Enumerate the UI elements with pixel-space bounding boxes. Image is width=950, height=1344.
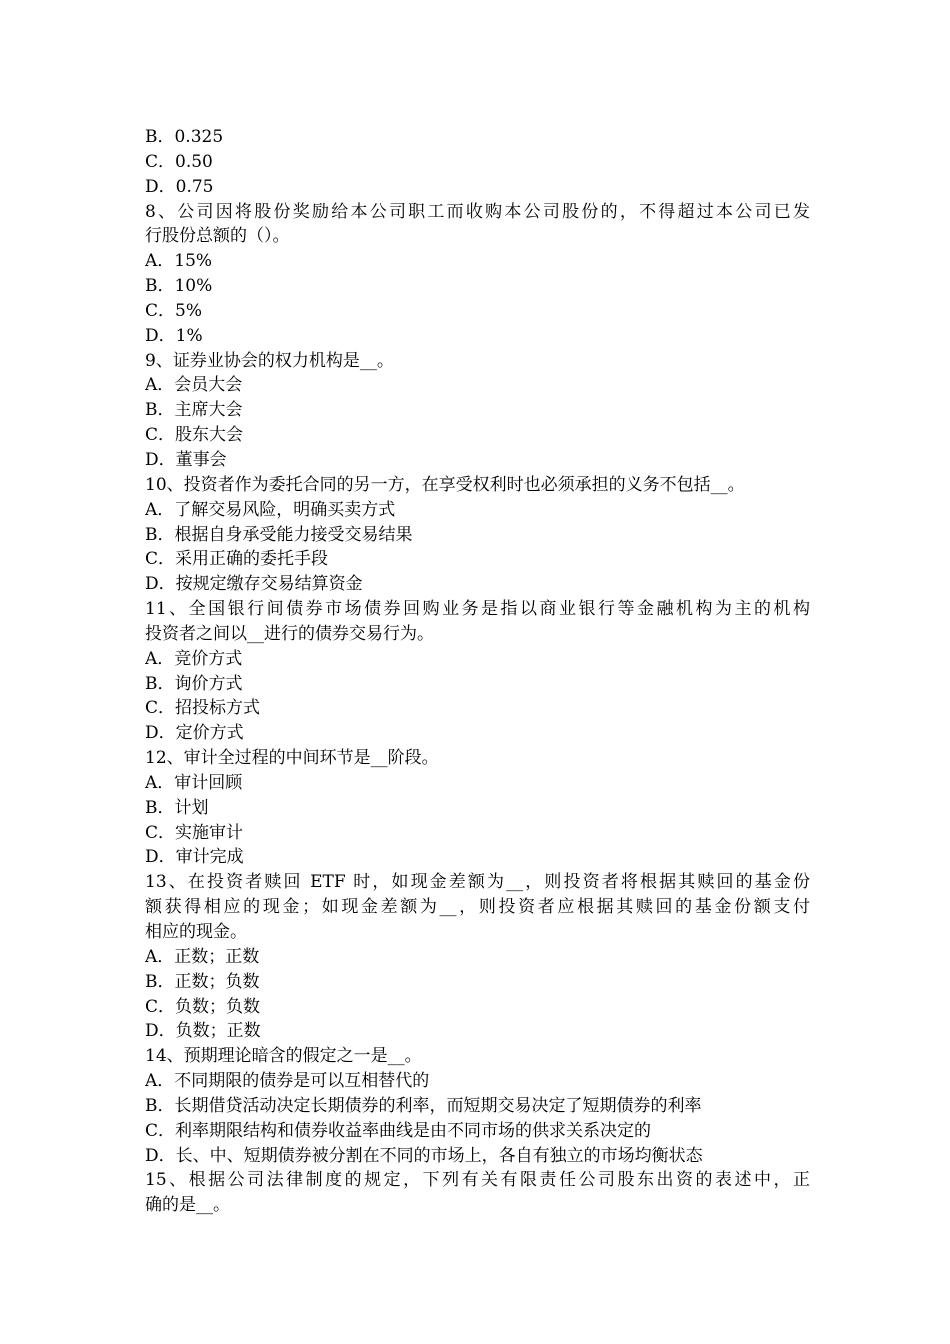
text-line: D．1%: [145, 325, 203, 346]
text-line: A．正数；正数: [145, 946, 260, 967]
text-line: B．正数；负数: [145, 971, 260, 992]
text-line: C．5%: [145, 300, 202, 321]
text-line: 额获得相应的现金；如现金差额为__，则投资者应根据其赎回的基金份额支付: [145, 897, 810, 918]
document-body: [145, 125, 810, 1218]
text-line: B．长期借贷活动决定长期债券的利率，而短期交易决定了短期债券的利率: [145, 1095, 702, 1116]
text-line: 8、公司因将股份奖励给本公司职工而收购本公司股份的，不得超过本公司已发: [145, 201, 810, 222]
text-line: A．会员大会: [145, 375, 243, 396]
text-line: D．负数；正数: [145, 1021, 261, 1042]
text-line: 15、根据公司法律制度的规定，下列有关有限责任公司股东出资的表述中，正: [145, 1170, 810, 1191]
text-line: D．0.75: [145, 176, 214, 197]
text-line: C．实施审计: [145, 822, 244, 843]
text-line: 11、全国银行间债券市场债券回购业务是指以商业银行等金融机构为主的机构: [145, 599, 810, 620]
text-line: B．0.325: [145, 127, 224, 147]
text-line: B．根据自身承受能力接受交易结果: [145, 524, 413, 545]
text-line: A．15%: [145, 251, 213, 272]
text-line: 14、预期理论暗含的假定之一是__。: [145, 1046, 422, 1067]
text-line: 投资者之间以__进行的债券交易行为。: [145, 623, 434, 644]
text-line: D．按规定缴存交易结算资金: [145, 574, 363, 595]
text-line: C．0.50: [145, 151, 213, 172]
text-line: 行股份总额的（）。: [145, 226, 290, 247]
text-line: D．长、中、短期债券被分割在不同的市场上，各自有独立的市场均衡状态: [145, 1145, 703, 1166]
text-line: 10、投资者作为委托合同的另一方，在享受权利时也必须承担的义务不包括__。: [145, 474, 745, 495]
text-line: C．采用正确的委托手段: [145, 549, 329, 570]
text-line: D．董事会: [145, 449, 227, 470]
text-line: A．竞价方式: [145, 648, 243, 669]
text-line: 13、在投资者赎回 ETF 时，如现金差额为__，则投资者将根据其赎回的基金份: [145, 872, 810, 893]
text-line: C．招投标方式: [145, 698, 261, 719]
text-line: A．不同期限的债券是可以互相替代的: [145, 1071, 430, 1092]
text-line: C．利率期限结构和债券收益率曲线是由不同市场的供求关系决定的: [145, 1120, 652, 1141]
text-line: 12、审计全过程的中间环节是__阶段。: [145, 748, 439, 769]
text-line: D．定价方式: [145, 723, 244, 744]
text-line: C．负数；负数: [145, 996, 261, 1017]
text-line: D．审计完成: [145, 847, 244, 868]
text-line: 9、证券业协会的权力机构是__。: [145, 350, 394, 371]
text-line: A．了解交易风险，明确买卖方式: [145, 499, 396, 520]
text-line: B．主席大会: [145, 400, 243, 421]
text-line: C．股东大会: [145, 425, 244, 446]
text-line: B．10%: [145, 276, 213, 297]
text-line: 确的是__。: [145, 1195, 230, 1216]
text-line: 相应的现金。: [145, 922, 247, 942]
text-line: B．询价方式: [145, 673, 243, 694]
text-line: A．审计回顾: [145, 772, 243, 793]
text-line: B．计划: [145, 797, 209, 818]
